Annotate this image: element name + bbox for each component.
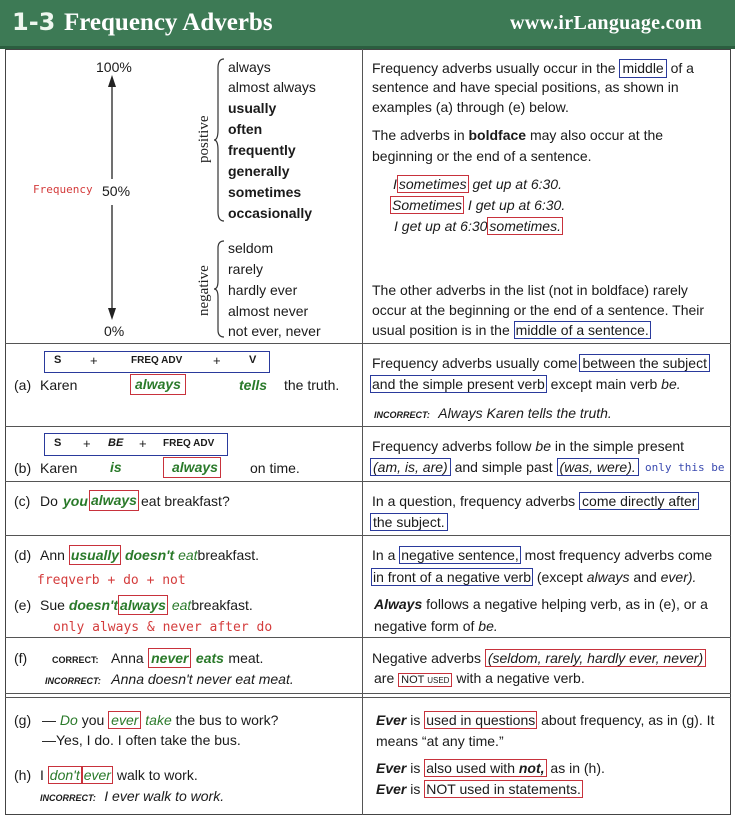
highlight-box: come directly after (579, 492, 699, 510)
adverb-rarely: rarely (228, 261, 264, 277)
formula-part: FREQ ADV (163, 438, 215, 449)
formula-part: + (139, 436, 147, 451)
explanation-text (370, 514, 448, 531)
highlight-box: usually (70, 547, 120, 563)
row-divider (5, 481, 731, 482)
explanation-text: beginning or the end of a sentence. (372, 148, 592, 164)
explanation-text: In a question, frequency adverbs come directly after (372, 493, 699, 510)
example-label: (f) (14, 650, 28, 666)
highlight-box: never (148, 648, 191, 668)
adverb-always: always (228, 59, 271, 75)
adverb-generally: generally (228, 163, 290, 179)
row-divider (5, 693, 731, 694)
explanation-text: in front of a negative verb (except always and ever). (373, 569, 697, 585)
formula-part: V (249, 354, 257, 366)
highlight-box: don't (49, 767, 80, 783)
explanation-text: Negative adverbs (seldom, rarely, hardly ever, never) (372, 650, 706, 667)
explanation-text: sentence and have special positions, as shown in (372, 79, 679, 95)
handwritten-note: only always & never after do (53, 620, 273, 635)
highlight-box: between the subject (579, 354, 710, 372)
example-sentence: — Do you ever take the bus to work? (42, 712, 279, 728)
example-label: (b) (14, 460, 32, 476)
positive-brace-icon (214, 58, 226, 222)
highlight-box: negative sentence, (401, 547, 519, 563)
formula-part: + (83, 436, 91, 451)
explanation-text: The adverbs in boldface may also occur at the (372, 127, 664, 143)
incorrect-example: INCORRECT: I ever walk to work. (40, 788, 225, 804)
formula-part: BE (108, 437, 124, 449)
handwritten-note: freqverb + do + not (37, 573, 186, 588)
example-sentence: Ann usually doesn't eatbreakfast. (40, 547, 260, 563)
handwritten-note: only this be (645, 461, 725, 474)
adverb-frequently: frequently (228, 142, 296, 158)
highlight-box: sometimes (398, 176, 467, 192)
positive-label: positive (196, 115, 212, 163)
example-label: (e) (14, 597, 32, 613)
negative-label: negative (196, 265, 212, 316)
correct-example: CORRECT: Anna never eats meat. (52, 650, 264, 666)
example-word: tells (239, 377, 268, 393)
explanation-text: are NOT used with a negative verb. (374, 670, 585, 686)
example-label: (d) (14, 547, 32, 563)
explanation-text: Ever is used in questions about frequency, as in (g). It (376, 712, 715, 728)
page-title: Frequency Adverbs (64, 9, 273, 36)
explanation-text: Frequency adverbs follow be in the simple present (372, 438, 685, 454)
highlight-box: (was, were). (557, 458, 639, 476)
example-sentence: I get up at 6:30 sometimes. (394, 218, 561, 234)
example-word: the truth. (284, 377, 340, 393)
highlight-box: middle of a sentence. (515, 322, 649, 338)
highlight-box: and the simple present verb (372, 376, 545, 392)
adverb-almost-never: almost never (228, 303, 309, 319)
frequency-annotation: Frequency (33, 183, 93, 196)
adverb-usually: usually (228, 100, 277, 116)
example-sentence: I sometimes get up at 6:30. (393, 176, 562, 192)
highlight-box: also used with not, (426, 760, 545, 776)
explanation-text: Ever is also used with not, as in (h). (376, 760, 605, 776)
scale-bottom-label: 0% (104, 323, 125, 339)
explanation-text: Frequency adverbs usually occur in the middle of a (372, 60, 694, 76)
highlight-box: always (89, 490, 139, 511)
frequency-arrow-icon (104, 75, 120, 320)
adverb-often: often (228, 121, 263, 137)
explanation-text: means “at any time.” (376, 733, 504, 749)
example-sentence: Sue doesn't always eatbreakfast. (40, 597, 253, 613)
example-sentence: Sometimes I get up at 6:30. (392, 197, 566, 213)
explanation-text: negative form of be. (374, 618, 498, 634)
row-divider (5, 426, 731, 427)
example-reply: —Yes, I do. I often take the bus. (42, 732, 241, 748)
example-word: is (110, 459, 122, 475)
adverb-seldom: seldom (228, 240, 274, 256)
highlight-box: middle (619, 59, 666, 78)
incorrect-example: INCORRECT: Always Karen tells the truth. (374, 405, 612, 421)
row-divider (5, 697, 731, 698)
formula-part: + (90, 353, 98, 368)
explanation-text: The other adverbs in the list (not in boldface) rarely (372, 282, 688, 298)
highlight-box: ever (83, 767, 111, 783)
example-word: you (63, 493, 88, 509)
formula-part: + (213, 353, 221, 368)
example-word: Do (40, 493, 58, 509)
scale-mid-label: 50% (102, 183, 131, 199)
scale-top-label: 100% (96, 59, 132, 75)
highlight-box: used in questions (426, 712, 536, 728)
highlight-box: the subject. (370, 513, 448, 531)
highlight-box: Sometimes (392, 197, 463, 213)
section-number: 1-3 (12, 8, 56, 36)
explanation-text: Frequency adverbs usually come between the subject (372, 355, 710, 372)
highlight-box: in front of a negative verb (373, 569, 531, 585)
highlight-box: always (120, 597, 166, 613)
explanation-text: Ever is NOT used in statements. (376, 781, 581, 797)
explanation-text: Always follows a negative helping verb, as in (e), or a (374, 596, 708, 612)
highlight-box: always (163, 457, 221, 478)
adverb-almost-always: almost always (228, 79, 316, 95)
highlight-box: NOT used in statements. (426, 781, 581, 797)
adverb-hardly-ever: hardly ever (228, 282, 298, 298)
example-word: Karen (40, 377, 78, 393)
example-label: (a) (14, 377, 32, 393)
incorrect-example: INCORRECT: Anna doesn't never eat meat. (45, 671, 294, 687)
adverb-not-ever-never: not ever, never (228, 323, 321, 339)
negative-brace-icon (214, 240, 226, 338)
row-divider (5, 637, 731, 638)
formula-part: FREQ ADV (131, 355, 183, 366)
highlight-box: NOT used (398, 673, 452, 687)
example-word: Karen (40, 460, 78, 476)
example-label: (c) (14, 493, 31, 509)
example-label: (g) (14, 712, 32, 728)
explanation-text: examples (a) through (e) below. (372, 99, 569, 115)
example-label: (h) (14, 767, 32, 783)
site-url: www.irLanguage.com (510, 12, 703, 34)
row-divider (5, 343, 731, 344)
explanation-text: usual position is in the middle of a sentence. (372, 322, 649, 338)
adverb-sometimes: sometimes (228, 184, 302, 200)
highlight-box: (am, is, are) (370, 458, 451, 476)
highlight-box: (seldom, rarely, hardly ever, never) (485, 649, 706, 667)
explanation-text: occur at the beginning or the end of a sentence. Their (372, 302, 705, 318)
explanation-text: (am, is, are) and simple past (was, were). (370, 459, 639, 476)
highlight-box: always (130, 374, 186, 395)
formula-part: S (54, 437, 62, 449)
highlight-box: sometimes. (489, 218, 561, 234)
explanation-text: and the simple present verb except main verb be. (372, 376, 681, 392)
example-word: on time. (250, 460, 300, 476)
formula-part: S (54, 354, 62, 366)
column-divider (362, 49, 363, 815)
explanation-text: In a negative sentence, most frequency adverbs come (372, 547, 713, 563)
highlight-box: ever (108, 711, 141, 729)
adverb-occasionally: occasionally (228, 205, 313, 221)
row-divider (5, 535, 731, 536)
example-word: eat breakfast? (141, 493, 230, 509)
example-sentence: I don't ever walk to work. (40, 767, 198, 783)
